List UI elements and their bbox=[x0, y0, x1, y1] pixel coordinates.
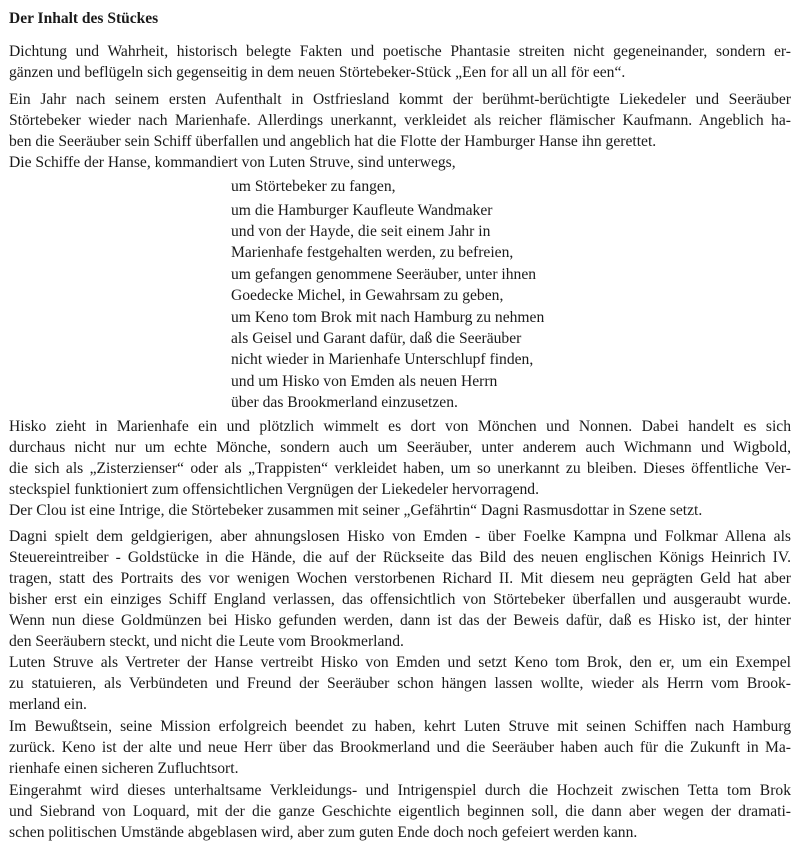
text-line: Marienhafe festgehalten werden, zu befreien, bbox=[231, 244, 514, 261]
text-line: Steuereintreiber - Goldstücke in die Hände, die auf der Rückseite das Bild des neuen englischen Königs Heinrich IV. bbox=[9, 549, 791, 566]
text-line: zu statuieren, als Verbündeten und Freund der Seeräuber schon hängen lassen wollte, wieder als Herrn vom Brook- bbox=[9, 675, 791, 692]
text-line: Im Bewußtsein, seine Mission erfolgreich beendet zu haben, kehrt Luten Struve mit seinen Schiffen nach Hamburg bbox=[9, 718, 791, 735]
text-line: um Störtebeker zu fangen, bbox=[231, 178, 396, 195]
document-title: Der Inhalt des Stückes bbox=[9, 10, 159, 27]
text-line: Störtebeker wieder nach Marienhafe. Allerdings unerkannt, verkleidet als reicher flämischer Kaufmann. Angeblich ha- bbox=[9, 112, 791, 129]
text-line: Wenn nun diese Goldmünzen bei Hisko gefunden werden, dann ist das der Beweis dafür, daß es Hisko ist, der hinter bbox=[9, 612, 791, 629]
text-line: ben die Seeräuber sein Schiff überfallen und angeblich hat die Flotte der Hamburger Hanse ihn gerettet. bbox=[9, 133, 657, 150]
paragraph-mission bbox=[9, 716, 791, 779]
goal-item-1 bbox=[231, 176, 611, 197]
text-line: durchaus nicht nur um echte Mönche, sondern auch um Seeräuber, unter anderem auch Wichmann und Wigbold, bbox=[9, 439, 791, 456]
text-line: und um Hisko von Emden als neuen Herrn bbox=[231, 373, 498, 390]
goal-item-3 bbox=[231, 264, 611, 306]
text-line: den Seeräubern steckt, und nicht die Leute vom Brookmerland. bbox=[9, 633, 404, 650]
text-line: über das Brookmerland einzusetzen. bbox=[231, 394, 458, 411]
text-line: um Keno tom Brok mit nach Hamburg zu nehmen bbox=[231, 309, 545, 326]
text-line: bisher erst ein einziges Schiff England verlassen, das offensichtlich von Störtebeker überfallen und ausgeraubt wurde. bbox=[9, 591, 791, 608]
text-line: Hisko zieht in Marienhafe ein und plötzlich wimmelt es dort von Mönchen und Nonnen. Dabei handelt es sich bbox=[9, 418, 791, 435]
paragraph-luten-struve bbox=[9, 652, 791, 715]
goal-item-2 bbox=[231, 200, 611, 263]
text-line: Die Schiffe der Hanse, kommandiert von Luten Struve, sind unterwegs, bbox=[9, 154, 456, 171]
paragraph-intrigue bbox=[9, 500, 791, 521]
text-line: Dagni spielt dem geldgierigen, aber ahnungslosen Hisko von Emden - über Foelke Kampna und Folkmar Allena als bbox=[9, 528, 791, 545]
text-line: um die Hamburger Kaufleute Wandmaker bbox=[231, 202, 493, 219]
paragraph-gold-coins bbox=[9, 526, 791, 652]
text-line: als Geisel und Garant dafür, daß die Seeräuber bbox=[231, 330, 522, 347]
text-line: und von der Hayde, die seit einem Jahr in bbox=[231, 223, 491, 240]
paragraph-intro bbox=[9, 41, 791, 83]
text-line: Eingerahmt wird dieses unterhaltsame Verkleidungs- und Intrigenspiel durch die Hochzeit zwischen Tetta tom Brok bbox=[9, 782, 791, 799]
text-line: die sich als „Zisterzienser“ oder als „Trappisten“ verkleidet haben, um so unerkannt zu bleiben. Dieses öffentliche Ver- bbox=[9, 460, 791, 477]
text-line: Der Clou ist eine Intrige, die Störtebeker zusammen mit seiner „Gefährtin“ Dagni Rasmusdottar in Szene setzt. bbox=[9, 502, 703, 519]
text-line: schen politischen Umstände abgeblasen wird, aber zum guten Ende doch noch gefeiert werden kann. bbox=[9, 824, 638, 841]
paragraph-arrival bbox=[9, 89, 791, 152]
text-line: Ein Jahr nach seinem ersten Aufenthalt in Ostfriesland kommt der berühmt-berüchtigte Liekedeler und Seeräuber bbox=[9, 91, 791, 108]
text-line: gänzen und beflügeln sich gegenseitig in dem neuen Störtebeker-Stück „Een for all un all för een“. bbox=[9, 64, 626, 81]
text-line: merland ein. bbox=[9, 696, 87, 713]
paragraph-wedding bbox=[9, 780, 791, 843]
paragraph-monks bbox=[9, 416, 791, 500]
text-line: Dichtung und Wahrheit, historisch belegte Fakten und poetische Phantasie streiten nicht gegeneinander, sondern er- bbox=[9, 43, 791, 60]
text-line: nicht wieder in Marienhafe Unterschlupf finden, bbox=[231, 351, 534, 368]
text-line: Luten Struve als Vertreter der Hanse vertreibt Hisko von Emden und setzt Keno tom Brok, den er, um ein Exempel bbox=[9, 654, 791, 671]
text-line: steckspiel funktioniert zum offensichtlichen Vergnügen der Liekedeler hervorragend. bbox=[9, 481, 540, 498]
text-line: Goedecke Michel, in Gewahrsam zu geben, bbox=[231, 287, 504, 304]
goal-item-5 bbox=[231, 371, 611, 413]
text-line: und Siebrand von Loquard, mit der die ganze Geschichte eigentlich beginnen soll, die dann aber wegen der dramati- bbox=[9, 803, 791, 820]
paragraph-hanse-ships bbox=[9, 152, 791, 173]
text-line: tragen, statt des Portraits des vor wenigen Wochen verstorbenen Richard II. Mit diesem neu geprägten Geld hat aber bbox=[9, 570, 791, 587]
goal-item-4 bbox=[231, 307, 611, 370]
text-line: zurück. Keno ist der alte und neue Herr über das Brookmerland und die Seeräuber haben auch für die Zukunft in Ma- bbox=[9, 739, 791, 756]
text-line: um gefangen genommene Seeräuber, unter ihnen bbox=[231, 266, 537, 283]
text-line: rienhafe einen sicheren Zufluchtsort. bbox=[9, 760, 239, 777]
